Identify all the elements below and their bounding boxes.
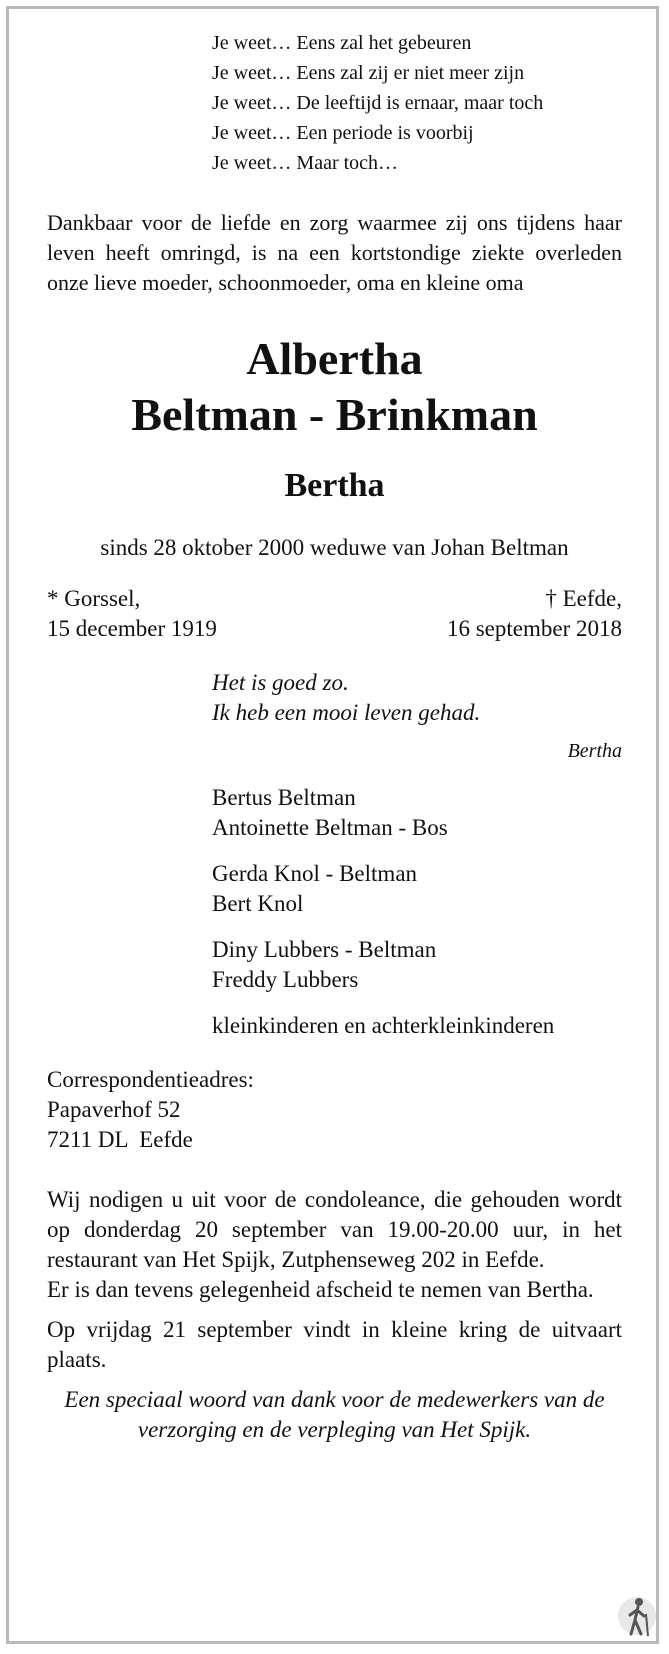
family-member: Gerda Knol - Beltman: [212, 861, 418, 886]
quote-line: Ik heb een mooi leven gehad.: [212, 700, 481, 725]
correspondence-address: [47, 1065, 622, 1155]
family-group: [212, 935, 622, 995]
intro-text: Dankbaar voor de liefde en zorg waarmee zij ons tijdens haar leven heeft omringd, is na een kortstondige ziekte overleden onze lieve moeder, schoonmoeder, oma en kleine oma: [47, 210, 622, 295]
address-label: Correspondentieadres:: [47, 1067, 254, 1092]
family-list: [212, 783, 622, 1041]
poem-line: Je weet… Eens zal het gebeuren: [212, 32, 472, 54]
poem-line: Je weet… Maar toch…: [212, 152, 399, 174]
deceased-nickname: Bertha: [284, 467, 385, 504]
farewell-text: Er is dan tevens gelegenheid afscheid te nemen van Bertha.: [47, 1277, 594, 1302]
family-member: Freddy Lubbers: [212, 967, 359, 992]
widow-line: sinds 28 oktober 2000 weduwe van Johan Beltman: [100, 535, 569, 560]
thanks-text: Een speciaal woord van dank voor de medewerkers van de verzorging en de verpleging van Het Spijk.: [64, 1387, 605, 1442]
family-group: [212, 783, 622, 843]
funeral-text: Op vrijdag 21 september vindt in kleine kring de uitvaart plaats.: [47, 1317, 622, 1372]
family-group: [212, 859, 622, 919]
poem: [212, 28, 622, 178]
poem-line: Je weet… Eens zal zij er niet meer zijn: [212, 62, 525, 84]
death-place: † Eefde,: [545, 586, 622, 611]
condolence-text: Wij nodigen u uit voor de condoleance, die gehouden wordt op donderdag 20 september van 19.00-20.00 uur, in het restaurant van Het Spijk, Zutphenseweg 202 in Eefde.: [47, 1187, 622, 1272]
walking-figure-icon: [617, 1590, 657, 1642]
family-member: Diny Lubbers - Beltman: [212, 937, 437, 962]
address-city: 7211 DL Eefde: [47, 1127, 193, 1152]
family-member: Antoinette Beltman - Bos: [212, 815, 448, 840]
poem-line: Je weet… De leeftijd is ernaar, maar toch: [212, 92, 544, 114]
family-member: Bert Knol: [212, 891, 304, 916]
quote-line: Het is goed zo.: [212, 670, 349, 695]
address-street: Papaverhof 52: [47, 1097, 181, 1122]
life-dates: [47, 584, 622, 644]
grandchildren-line: kleinkinderen en achterkleinkinderen: [212, 1013, 555, 1038]
birth-date: 15 december 1919: [47, 616, 217, 641]
obituary-notice: [47, 28, 622, 1445]
family-member: Bertus Beltman: [212, 785, 356, 810]
quote-signature: Bertha: [567, 740, 622, 762]
death-info: [447, 584, 622, 644]
birth-info: [47, 584, 217, 644]
birth-place: * Gorssel,: [47, 586, 141, 611]
deceased-surname: Beltman - Brinkman: [131, 389, 538, 440]
quote: [212, 668, 622, 728]
poem-line: Je weet… Een periode is voorbij: [212, 122, 474, 144]
deceased-first-name: Albertha: [246, 333, 423, 384]
death-date: 16 september 2018: [446, 616, 622, 641]
